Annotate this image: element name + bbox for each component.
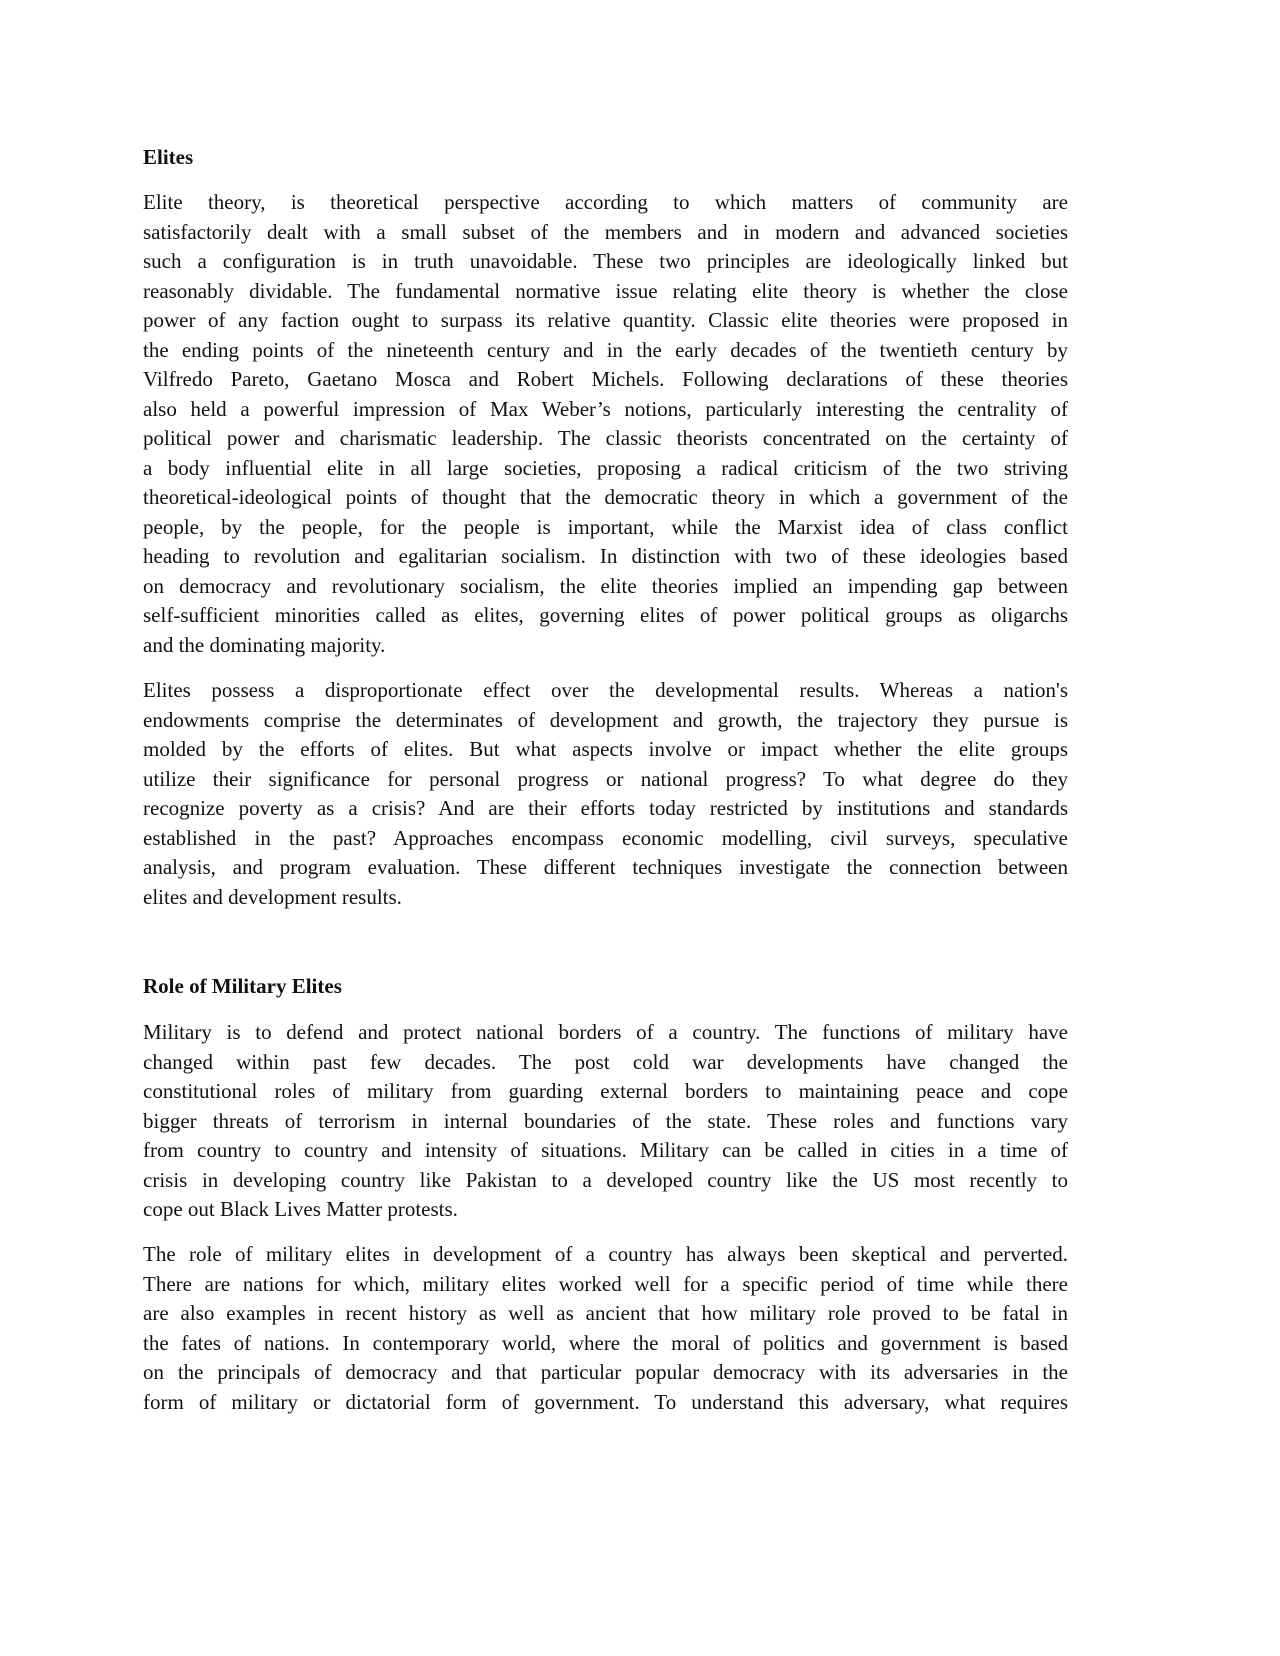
text-line: also held a powerful impression of Max Weber’s notions, particularly interesting the centrality of [143,396,1068,421]
text-line: endowments comprise the determinates of development and growth, the trajectory they pursue is [143,707,1068,732]
paragraph [143,1018,1068,1225]
text-line: Vilfredo Pareto, Gaetano Mosca and Robert Michels. Following declarations of these theories [143,367,1068,391]
text-line: the ending points of the nineteenth century and in the early decades of the twentieth century by [143,337,1068,362]
text-line: recognize poverty as a crisis? And are their efforts today restricted by institutions and standards [143,796,1068,820]
text-line: changed within past few decades. The post cold war developments have changed the [143,1049,1068,1074]
text-line: molded by the efforts of elites. But what aspects involve or impact whether the elite groups [143,737,1068,761]
text-line: the fates of nations. In contemporary world, where the moral of politics and government is based [143,1330,1068,1355]
text-line: people, by the people, for the people is important, while the Marxist idea of class conflict [143,514,1068,539]
text-line: The role of military elites in development of a country has always been skeptical and perverted. [143,1242,1068,1266]
text-line: constitutional roles of military from guarding external borders to maintaining peace and cope [143,1079,1068,1103]
heading-elites: Elites [143,145,194,169]
text-line: theoretical-ideological points of thought that the democratic theory in which a government of the [143,485,1068,509]
text-line: analysis, and program evaluation. These different techniques investigate the connection between [143,855,1068,879]
text-line: cope out Black Lives Matter protests. [143,1197,458,1221]
text-line: political power and charismatic leadership. The classic theorists concentrated on the certainty of [143,426,1068,450]
text-line: power of any faction ought to surpass its relative quantity. Classic elite theories were proposed in [143,308,1068,332]
text-line: utilize their significance for personal progress or national progress? To what degree do they [143,766,1068,791]
text-line: Military is to defend and protect national borders of a country. The functions of military have [143,1020,1068,1044]
text-line: established in the past? Approaches encompass economic modelling, civil surveys, speculative [143,825,1068,850]
text-line: satisfactorily dealt with a small subset of the members and in modern and advanced societies [143,219,1068,244]
text-line: on democracy and revolutionary socialism, the elite theories implied an impending gap between [143,573,1068,598]
text-line: elites and development results. [143,884,402,909]
paragraph [143,676,1068,912]
text-line: from country to country and intensity of situations. Military can be called in cities in a time of [143,1138,1068,1162]
paragraph [143,1240,1068,1417]
text-line: a body influential elite in all large societies, proposing a radical criticism of the two striving [143,455,1068,480]
text-line: Elites possess a disproportionate effect over the developmental results. Whereas a nation's [143,678,1068,702]
text-line: are also examples in recent history as well as ancient that how military role proved to be fatal in [143,1301,1068,1325]
text-line: bigger threats of terrorism in internal boundaries of the state. These roles and functions vary [143,1108,1068,1133]
text-line: self-sufficient minorities called as elites, governing elites of power political groups as oligarchs [143,603,1068,627]
text-line: reasonably dividable. The fundamental normative issue relating elite theory is whether the close [143,278,1068,303]
paragraph [143,188,1068,660]
heading-role-of-military-elites: Role of Military Elites [143,974,342,998]
text-line: on the principals of democracy and that particular popular democracy with its adversaries in the [143,1360,1068,1384]
text-line: form of military or dictatorial form of government. To understand this adversary, what requires [143,1389,1068,1414]
text-line: heading to revolution and egalitarian socialism. In distinction with two of these ideologies based [143,544,1068,568]
text-line: crisis in developing country like Pakistan to a developed country like the US most recently to [143,1167,1068,1192]
text-line: such a configuration is in truth unavoidable. These two principles are ideologically linked but [143,249,1068,273]
text-line: and the dominating majority. [143,632,386,657]
text-line: There are nations for which, military elites worked well for a specific period of time while there [143,1271,1068,1296]
text-line: Elite theory, is theoretical perspective according to which matters of community are [143,190,1068,214]
